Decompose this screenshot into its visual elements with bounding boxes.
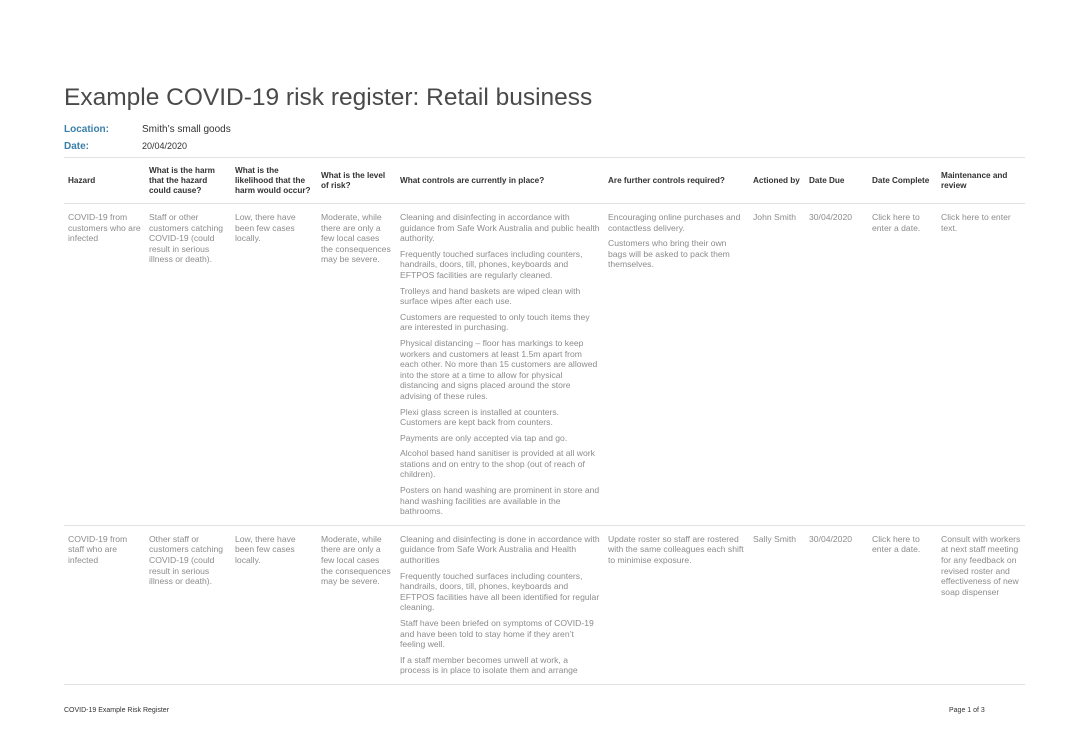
- further-control-item: Encouraging online purchases and contactless delivery.: [608, 212, 741, 233]
- actioned-by-cell: John Smith: [749, 204, 805, 526]
- header-date-due: Date Due: [805, 158, 868, 204]
- control-item: Plexi glass screen is installed at counters. Customers are kept back from counters.: [400, 406, 560, 428]
- likelihood-cell: Low, there have been few cases locally.: [231, 204, 317, 526]
- header-current-controls: What controls are currently in place?: [396, 158, 604, 204]
- date-complete-field[interactable]: Click here to enter a date.: [868, 525, 937, 684]
- header-date-complete: Date Complete: [868, 158, 937, 204]
- further-controls-cell: [604, 525, 749, 684]
- likelihood-cell: Low, there have been few cases locally.: [231, 525, 317, 684]
- hazard-cell: COVID-19 from staff who are infected: [64, 525, 145, 684]
- further-control-item: Customers who bring their own bags will be asked to pack them themselves.: [608, 238, 730, 270]
- current-controls-cell: [396, 204, 604, 526]
- date-complete-field[interactable]: Click here to enter a date.: [868, 204, 937, 526]
- maintenance-cell: Consult with workers at next staff meeting for any feedback on revised roster and effectiveness of new soap dispenser: [937, 525, 1025, 684]
- risk-level-cell: Moderate, while there are only a few local cases the consequences may be severe.: [317, 525, 396, 684]
- control-item: Alcohol based hand sanitiser is provided at all work stations and on entry to the shop (out of reach of children).: [400, 448, 595, 480]
- control-item: Frequently touched surfaces including counters, handrails, doors, till, phones, keyboards and EFTPOS facilities are regularly cleaned.: [400, 248, 583, 280]
- control-item: Cleaning and disinfecting is done in accordance with guidance from Safe Work Australia and Health authorities: [400, 533, 600, 566]
- document-title: Example COVID-19 risk register: Retail business: [64, 84, 593, 111]
- header-further-controls: Are further controls required?: [604, 158, 749, 204]
- header-risk-level: What is the level of risk?: [317, 158, 396, 204]
- hazard-cell: COVID-19 from customers who are infected: [64, 204, 145, 526]
- footer-title: COVID-19 Example Risk Register: [64, 707, 170, 714]
- table-row: [64, 525, 1025, 684]
- header-harm: What is the harm that the hazard could cause?: [145, 158, 231, 204]
- location-label: Location:: [64, 124, 109, 135]
- date-due-cell: 30/04/2020: [805, 204, 868, 526]
- control-item: Staff have been briefed on symptoms of COVID-19 and have been told to stay home if they aren’t feeling well.: [400, 618, 594, 650]
- further-controls-cell: [604, 204, 749, 526]
- control-item: Physical distancing – floor has markings to keep workers and customers at least 1.5m apart from each other. No more than 15 customers are allowed into the store at a time to allow for physical distancing and signs placed around the store advising of these rules.: [400, 337, 598, 401]
- header-actioned-by: Actioned by: [749, 158, 805, 204]
- header-maintenance: Maintenance and review: [937, 158, 1025, 204]
- control-item: Posters on hand washing are prominent in store and hand washing facilities are available in the bathrooms.: [400, 485, 600, 517]
- control-item: Trolleys and hand baskets are wiped clean with surface wipes after each use.: [400, 285, 581, 307]
- header-likelihood: What is the likelihood that the harm would occur?: [231, 158, 317, 204]
- header-hazard: Hazard: [64, 158, 145, 204]
- control-item: Payments are only accepted via tap and go.: [400, 432, 568, 443]
- risk-level-cell: Moderate, while there are only a few local cases the consequences may be severe.: [317, 204, 396, 526]
- header-row: [64, 158, 1025, 204]
- current-controls-cell: [396, 525, 604, 684]
- location-value: Smith’s small goods: [142, 124, 231, 135]
- control-item: Customers are requested to only touch items they are interested in purchasing.: [400, 311, 590, 333]
- control-item: If a staff member becomes unwell at work, a process is in place to isolate them and arrange: [400, 654, 578, 676]
- actioned-by-cell: Sally Smith: [749, 525, 805, 684]
- maintenance-field[interactable]: Click here to enter text.: [937, 204, 1025, 526]
- control-item: Cleaning and disinfecting in accordance with guidance from Safe Work Australia and public health authority.: [400, 212, 600, 244]
- date-label: Date:: [64, 141, 90, 152]
- table-row: [64, 204, 1025, 526]
- further-control-item: Update roster so staff are rostered with the same colleagues each shift to minimise exposure.: [608, 533, 744, 566]
- harm-cell: Other staff or customers catching COVID-19 (could result in serious illness or death).: [145, 525, 231, 684]
- control-item: Frequently touched surfaces including counters, handrails, doors, till, phones, keyboards and EFTPOS facilities have all been identified for regular cleaning.: [400, 570, 600, 613]
- harm-cell: Staff or other customers catching COVID-19 (could result in serious illness or death).: [145, 204, 231, 526]
- date-value: 20/04/2020: [142, 141, 188, 151]
- date-due-cell: 30/04/2020: [805, 525, 868, 684]
- page-number: Page 1 of 3: [949, 707, 985, 714]
- risk-register-table: [64, 157, 1025, 685]
